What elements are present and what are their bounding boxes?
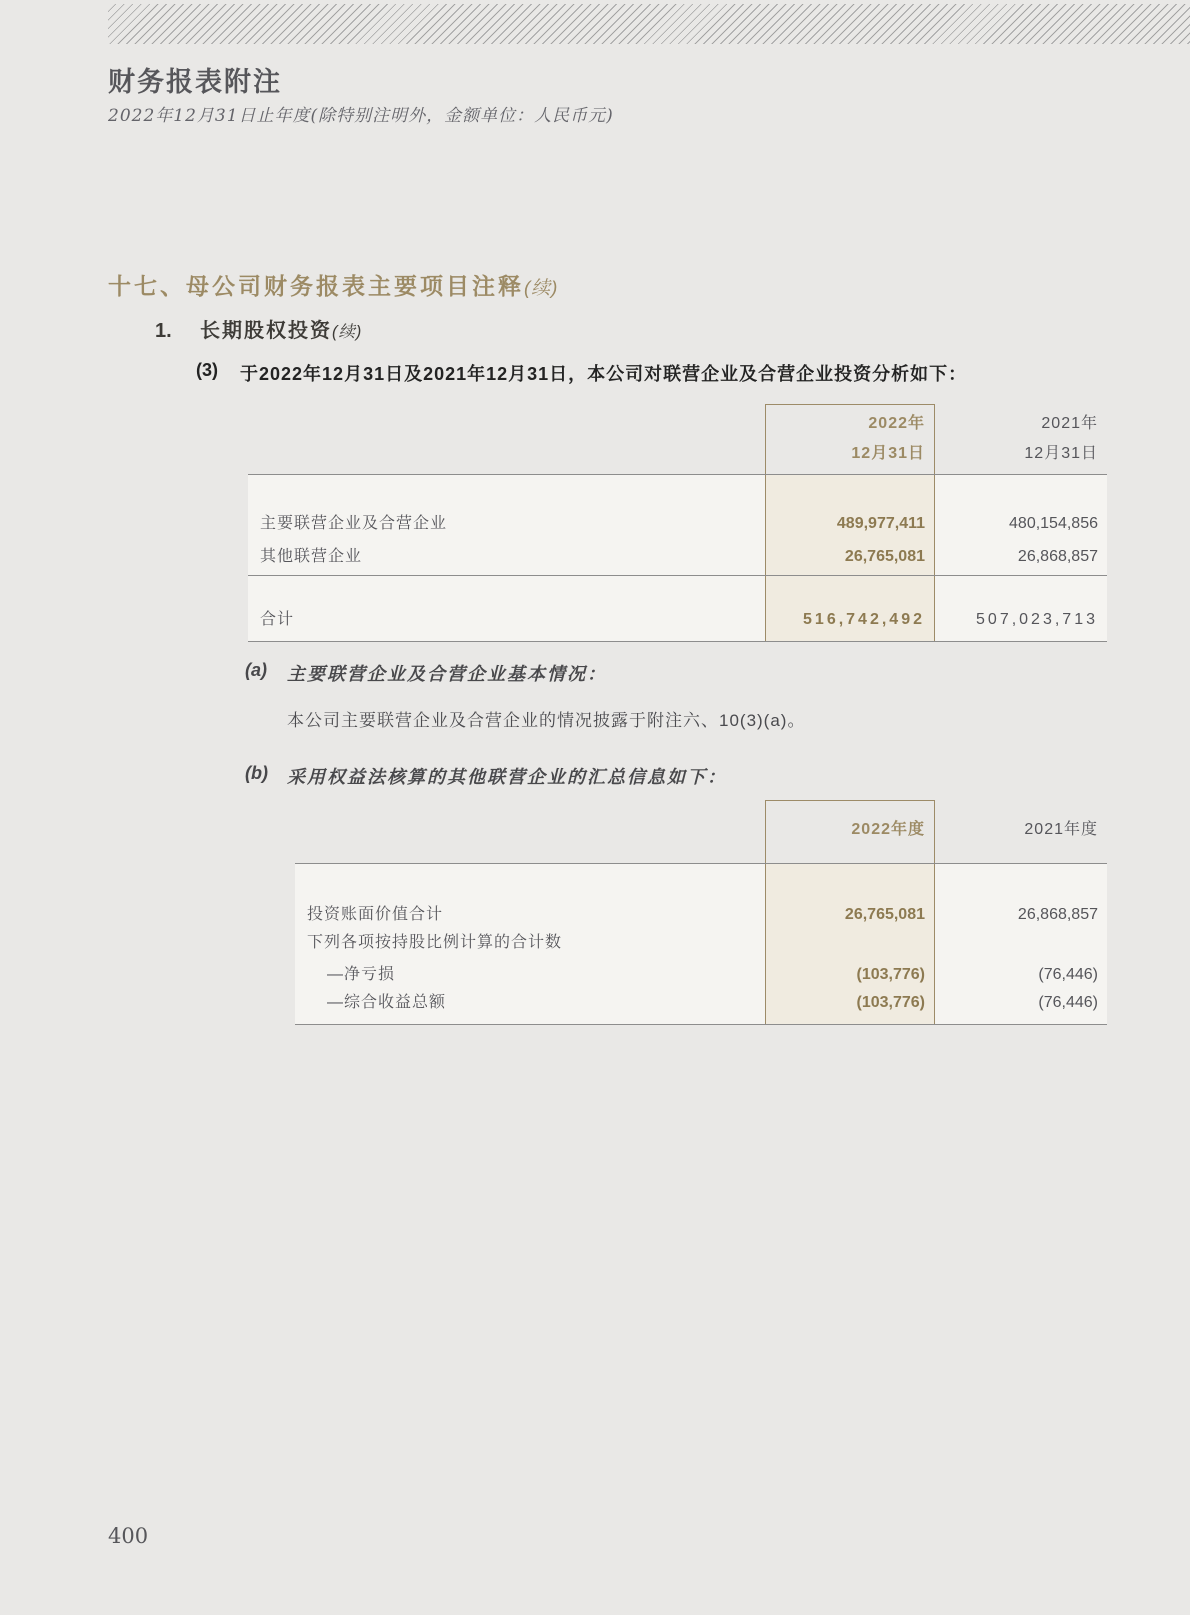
- page-subtitle: 2022年12月31日止年度(除特别注明外，金额单位：人民币元): [108, 106, 614, 126]
- item-b-number: (b): [245, 763, 268, 783]
- column-header-2022: 2022年 12月31日: [851, 415, 925, 462]
- row-label: —综合收益总额: [327, 994, 447, 1011]
- column-header-2021: 2021年度: [1024, 821, 1098, 838]
- subsection-number: 1.: [155, 320, 172, 342]
- value-2021: (76,446): [1038, 966, 1098, 983]
- table-rule: [295, 1024, 1107, 1025]
- hatch-band: [108, 4, 1190, 44]
- table-rule: [295, 863, 1107, 864]
- total-label: 合计: [260, 611, 295, 628]
- table-row: [248, 541, 1107, 573]
- section-heading: [108, 268, 558, 301]
- subsection-title: 长期股权投资: [200, 320, 332, 342]
- column-header-2022: 2022年度: [851, 821, 925, 838]
- item-a-number: (a): [245, 660, 267, 680]
- item-a-heading: [245, 660, 1105, 686]
- table-rule: [248, 641, 1107, 642]
- table-row: [295, 960, 1107, 990]
- item-3-paragraph: [196, 360, 1096, 386]
- table-rule: [248, 575, 1107, 576]
- column-header-2021: 2021年 12月31日: [1024, 415, 1098, 462]
- table-row: [248, 508, 1107, 540]
- total-value-2021: 507,023,713: [976, 611, 1098, 628]
- item-b-heading: [245, 763, 1105, 789]
- value-2022: 26,765,081: [844, 906, 925, 923]
- subsection-heading: [155, 314, 362, 343]
- row-label: 下列各项按持股比例计算的合计数: [307, 934, 563, 951]
- item-a-body: 本公司主要联营企业及合营企业的情况披露于附注六、10(3)(a)。: [287, 711, 806, 730]
- table-rule: [248, 474, 1107, 475]
- subsection-cont: (续): [332, 323, 363, 341]
- value-2022: 489,977,411: [836, 515, 925, 532]
- section-heading-text: 十七、母公司财务报表主要项目注释: [108, 273, 524, 299]
- item-b-title: 采用权益法核算的其他联营企业的汇总信息如下：: [287, 767, 727, 787]
- value-2021: 26,868,857: [1017, 548, 1098, 565]
- item-a-title: 主要联营企业及合营企业基本情况：: [287, 664, 607, 684]
- row-label: 主要联营企业及合营企业: [260, 515, 448, 532]
- page-number: 400: [108, 1524, 149, 1548]
- table-total-row: [248, 604, 1107, 636]
- value-2021: 26,868,857: [1017, 906, 1098, 923]
- value-2022: (103,776): [856, 994, 925, 1011]
- total-value-2022: 516,742,492: [803, 611, 925, 628]
- row-label: 投资账面价值合计: [307, 906, 444, 923]
- row-label: 其他联营企业: [260, 548, 363, 565]
- value-2021: (76,446): [1038, 994, 1098, 1011]
- item-3-number: (3): [196, 360, 218, 380]
- value-2021: 480,154,856: [1009, 515, 1098, 532]
- table-row: [295, 928, 1107, 958]
- value-2022: (103,776): [856, 966, 925, 983]
- section-heading-cont: (续): [524, 277, 559, 298]
- item-3-text: 于2022年12月31日及2021年12月31日，本公司对联营企业及合营企业投资分析如下：: [240, 364, 968, 384]
- table-row: [295, 988, 1107, 1018]
- table-row: [295, 900, 1107, 930]
- value-2022: 26,765,081: [844, 548, 925, 565]
- page-title: 财务报表附注: [108, 67, 282, 98]
- investments-table: [248, 404, 1107, 642]
- row-label: —净亏损: [327, 966, 396, 983]
- equity-method-summary-table: [295, 800, 1107, 1025]
